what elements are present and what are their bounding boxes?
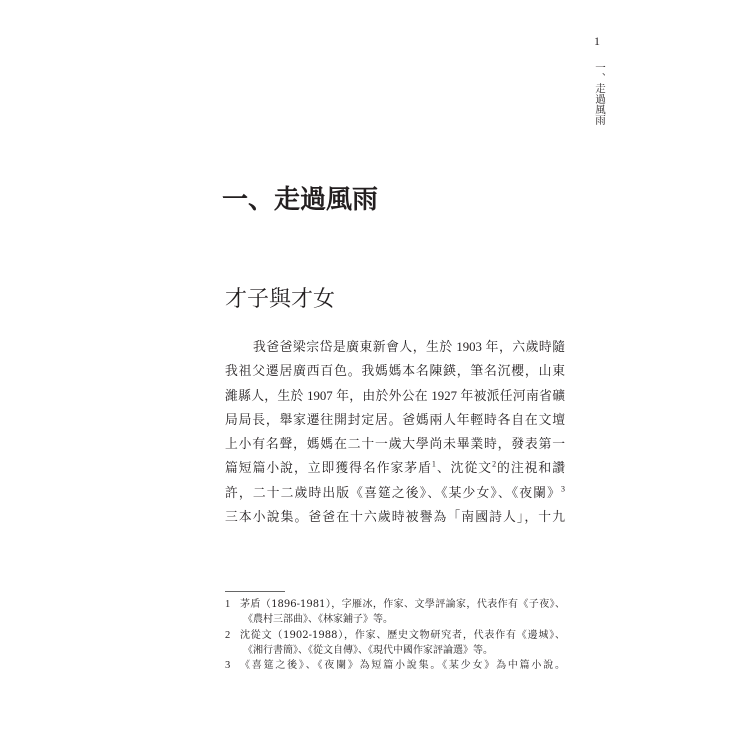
footnote-number: 2 bbox=[225, 629, 231, 641]
body-text-run: 三本小說集。爸爸在十六歲時被譽為「南國詩人」，十九 bbox=[225, 510, 565, 525]
footnote-separator bbox=[225, 591, 285, 592]
body-text-run: 篇短篇小說，立即獲得名作家茅盾 bbox=[225, 461, 432, 476]
footnote-line: 《湘行書簡》、《從文自傳》、《現代中國作家評論選》等。 bbox=[243, 644, 493, 656]
body-line bbox=[225, 505, 565, 529]
body-text-run: 上小有名聲，媽媽在二十一歲大學尚未畢業時，發表第一 bbox=[225, 437, 565, 452]
body-text-run: 許，二十二歲時出版《喜筵之後》、《某少女》、《夜闌》 bbox=[225, 485, 561, 500]
body-line bbox=[225, 408, 565, 432]
page-number: 1 bbox=[594, 34, 600, 48]
body-text-run: 局局長，舉家遷往開封定居。爸媽兩人年輕時各自在文壇 bbox=[225, 412, 565, 427]
body-line bbox=[225, 432, 565, 456]
body-line bbox=[225, 456, 565, 480]
footnote-2 bbox=[225, 628, 565, 659]
body-line bbox=[225, 384, 565, 408]
body-line bbox=[225, 359, 565, 383]
footnotes bbox=[225, 597, 565, 673]
body-text-run: 我爸爸梁宗岱是廣東新會人，生於 1903 年，六歲時隨 bbox=[253, 340, 565, 354]
chapter-title: 一、走過風雨 bbox=[222, 185, 379, 215]
running-title: 一、走過風雨 bbox=[594, 62, 606, 125]
footnote-line: 《喜筵之後》、《夜闌》為短篇小說集。《某少女》為中篇小說。 bbox=[240, 660, 565, 672]
footnote-number: 1 bbox=[225, 599, 231, 610]
footnote-line: 沈從文（1902-1988），作家、歷史文物研究者，代表作有《邊城》、 bbox=[240, 629, 565, 641]
section-title: 才子與才女 bbox=[225, 287, 336, 312]
footnote-3 bbox=[225, 658, 565, 673]
body-line bbox=[225, 481, 565, 505]
footnote-ref-1: 1 bbox=[431, 460, 436, 470]
body-text-run: 濰縣人，生於 1907 年，由於外公在 1927 年被派任河南省礦 bbox=[225, 388, 565, 403]
footnote-line: 茅盾（1896-1981），字雁冰，作家、文學評論家，代表作有《子夜》、 bbox=[240, 599, 565, 610]
body-line bbox=[225, 335, 565, 359]
footnote-1 bbox=[225, 597, 565, 628]
body-text-run: 我祖父遷居廣西百色。我媽媽本名陳鍈，筆名沉櫻，山東 bbox=[225, 364, 565, 379]
footnote-text bbox=[240, 597, 565, 628]
footnote-line: 《農村三部曲》、《林家鋪子》等。 bbox=[243, 614, 393, 626]
footnote-text bbox=[240, 658, 565, 673]
body-text bbox=[225, 335, 565, 529]
body-text-run: 的注視和讚 bbox=[496, 461, 566, 476]
footnote-text bbox=[240, 628, 565, 659]
body-text-run: 、沈從文 bbox=[435, 461, 493, 476]
footnote-ref-3: 3 bbox=[561, 484, 565, 494]
footnote-number: 3 bbox=[225, 660, 231, 672]
footnote-ref-2: 2 bbox=[492, 460, 497, 470]
